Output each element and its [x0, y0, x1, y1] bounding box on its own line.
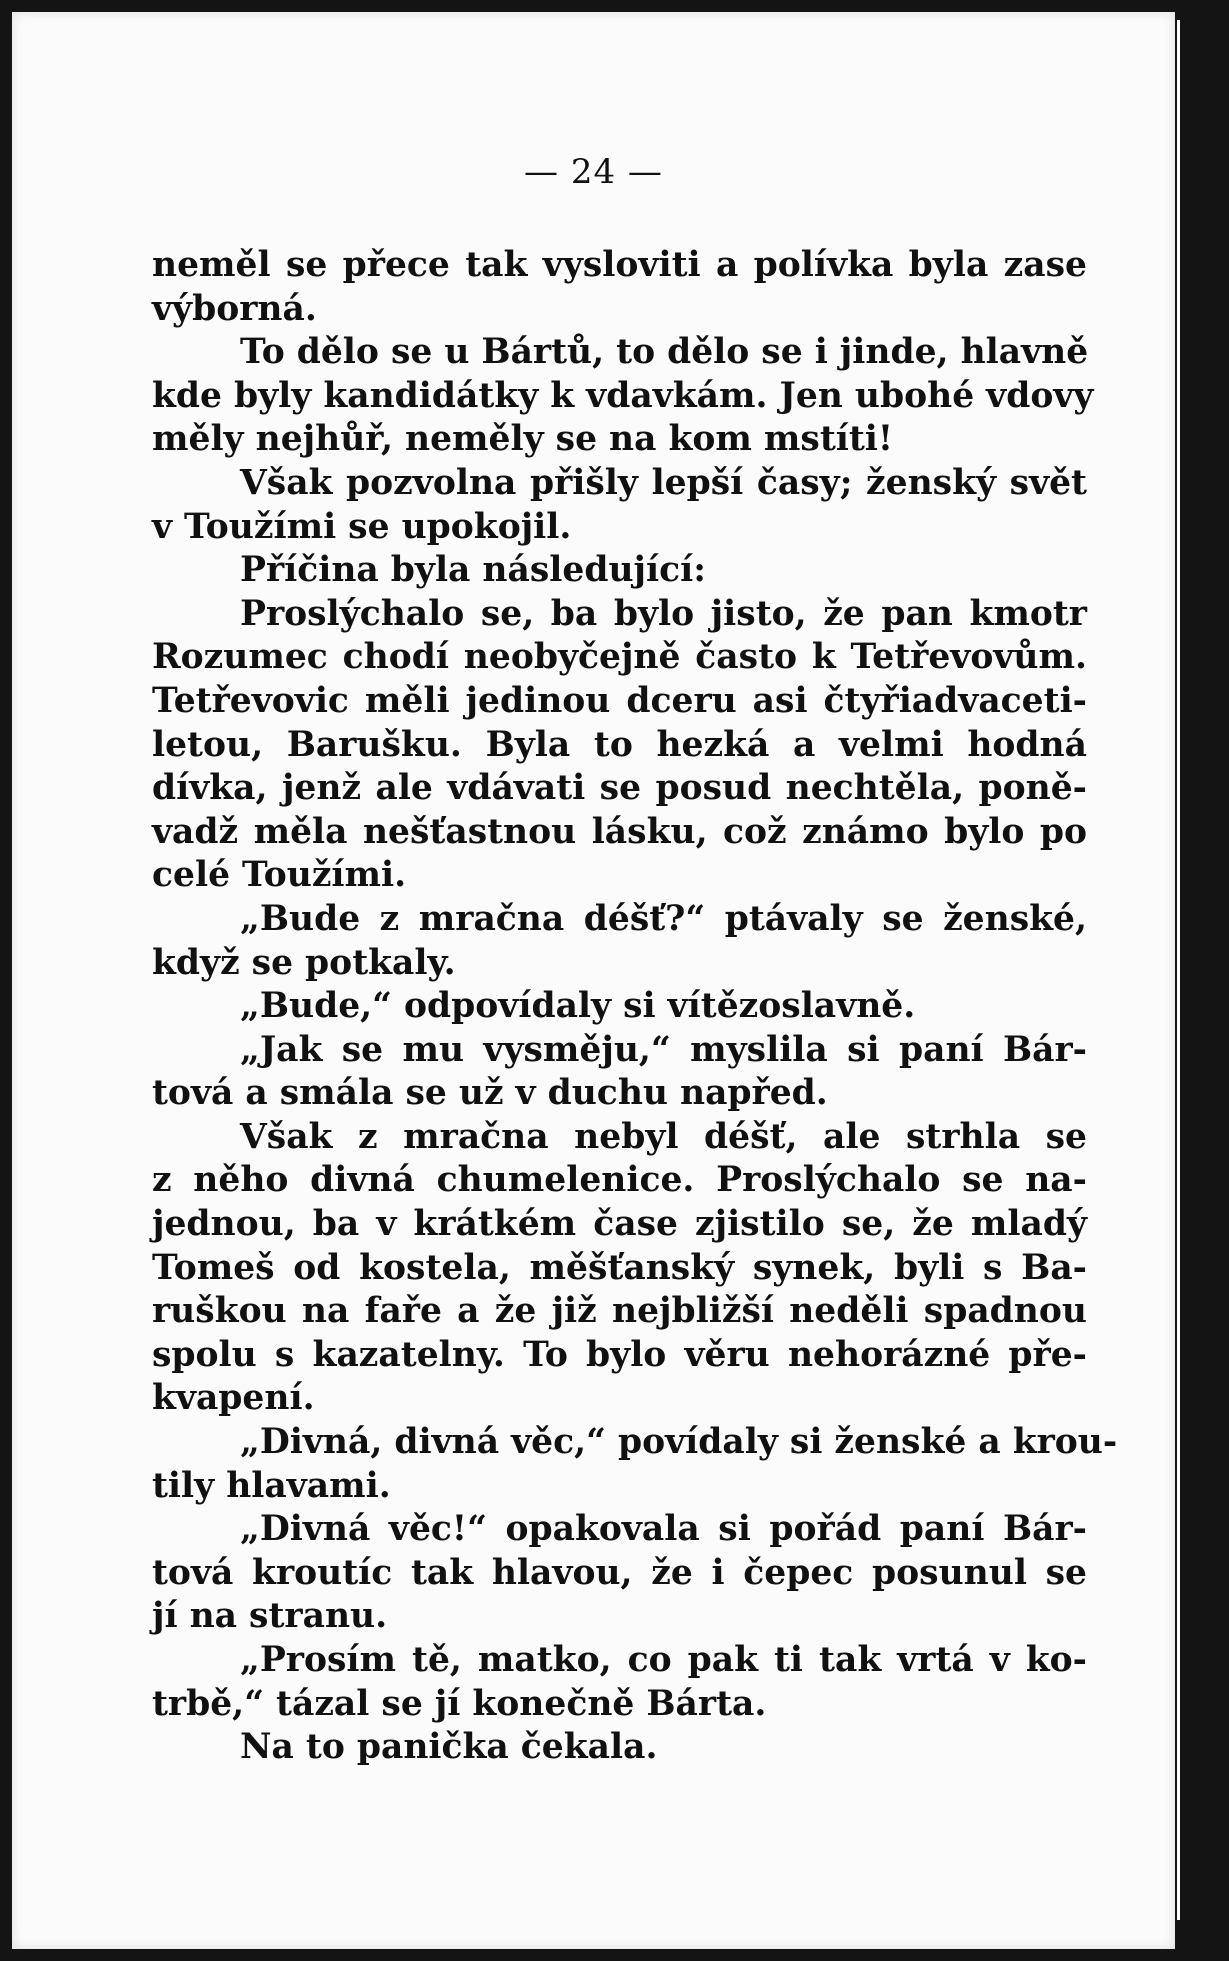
text-line: měly nejhůř, neměly se na kom mstíti! [152, 419, 894, 460]
text-line: „Divná, divná věc,“ povídaly si ženské a krou- [240, 1422, 1118, 1463]
text-line: „Bude z mračna déšť?“ ptávaly se ženské, [240, 898, 1087, 939]
text-line: tily hlavami. [152, 1465, 391, 1506]
text-line: dívka, jenž ale vdávati se posud nechtěla, poně- [152, 768, 1087, 809]
text-line: jí na stranu. [152, 1596, 388, 1637]
text-line: „Bude,“ odpovídaly si vítězoslavně. [240, 986, 916, 1027]
text-line: kvapení. [152, 1378, 315, 1419]
text-line: To dělo se u Bártů, to dělo se i jinde, hlavně [240, 332, 1089, 373]
book-page [12, 12, 1175, 1949]
text-line: „Divná věc!“ opakovala si pořád paní Bár- [240, 1509, 1087, 1550]
text-line: Tomeš od kostela, měšťanský synek, byli s Ba- [152, 1247, 1087, 1288]
text-line: spolu s kazatelny. To bylo věru nehorázné pře- [152, 1334, 1087, 1375]
text-line: Příčina byla následující: [240, 550, 706, 591]
text-line: když se potkaly. [152, 942, 456, 983]
text-line: „Prosím tě, matko, co pak ti tak vrtá v ko- [240, 1640, 1087, 1680]
text-line: jednou, ba v krátkém čase zjistilo se, že mladý [152, 1204, 1087, 1245]
text-line: vadž měla nešťastnou lásku, což známo bylo po [152, 811, 1087, 852]
text-line: v Toužími se upokojil. [152, 506, 572, 547]
text-line: tová kroutíc tak hlavou, že i čepec posunul se [152, 1552, 1087, 1593]
text-line: tová a smála se už v duchu napřed. [152, 1073, 828, 1114]
text-line: Tetřevovic měli jedinou dceru asi čtyřiadvaceti- [152, 680, 1087, 721]
text-line: trbě,“ tázal se jí konečně Bárta. [152, 1683, 767, 1724]
text-line: neměl se přece tak vysloviti a polívka byla zase [152, 245, 1087, 285]
text-line: „Jak se mu vysměju,“ myslila si paní Bár- [240, 1029, 1087, 1070]
text-line: Na to panička čekala. [240, 1727, 658, 1768]
body-text [152, 244, 1118, 1770]
text-line: Proslýchalo se, ba bylo jisto, že pan kmotr [240, 593, 1087, 634]
text-line: Však pozvolna přišly lepší časy; ženský svět [240, 462, 1087, 503]
text-line: Však z mračna nebyl déšť, ale strhla se [240, 1116, 1087, 1157]
text-line: kde byly kandidátky k vdavkám. Jen ubohé vdovy [152, 375, 1094, 416]
page-edge-line [1177, 20, 1180, 1920]
text-line: ruškou na faře a že již nejbližší neděli spadnou [152, 1291, 1087, 1332]
page-number: — 24 — [524, 152, 663, 192]
text-line: letou, Barušku. Byla to hezká a velmi hodná [152, 724, 1087, 765]
text-line: celé Toužími. [152, 855, 407, 896]
text-line: výborná. [152, 288, 317, 329]
text-line: Rozumec chodí neobyčejně často k Tetřevovům. [152, 637, 1087, 678]
text-line: z něho divná chumelenice. Proslýchalo se na- [152, 1160, 1087, 1201]
